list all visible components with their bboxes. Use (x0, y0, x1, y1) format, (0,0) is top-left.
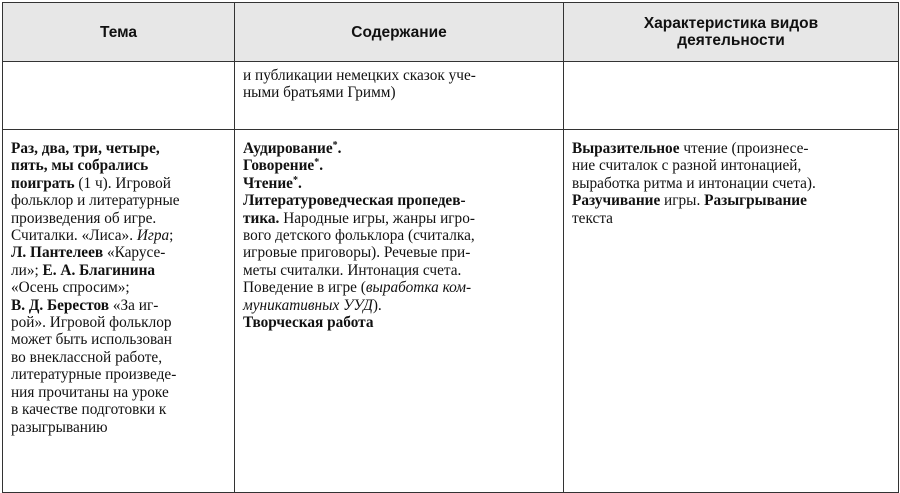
heading-text: Чтение (243, 174, 293, 192)
theme-title-line: Раз, два, три, четыре, (11, 140, 160, 157)
activity-text: игры. (660, 192, 705, 210)
theme-line: «Осень спросим»; (11, 279, 130, 297)
heading-text: тика. (243, 209, 280, 227)
author-name: Е. А. Благинина (42, 261, 156, 279)
cell-activity (564, 130, 899, 493)
theme-line (11, 244, 226, 261)
table-row-lesson (3, 130, 899, 493)
theme-line: произведения об игре. (11, 209, 157, 227)
content-line: меты считалки. Интонация счета. (243, 261, 462, 279)
content-text-line: ными братьями Гримм) (243, 84, 396, 102)
content-line (243, 279, 555, 296)
content-heading-govorenie (243, 157, 555, 174)
table-row-continuation (3, 62, 899, 130)
heading-dot: . (319, 157, 324, 175)
theme-line (11, 297, 226, 314)
content-text: ). (372, 296, 382, 314)
content-heading-chtenie (243, 175, 555, 192)
heading-dot: . (337, 140, 342, 157)
work-title: ли»; (11, 261, 43, 279)
content-italic-text: выработка ком- (365, 279, 472, 297)
curriculum-table (2, 2, 899, 493)
footnote-mark: * (314, 157, 320, 169)
theme-line: фольклор и литературные (11, 192, 180, 210)
cell-content-continuation (235, 62, 564, 130)
cell-theme-empty (3, 62, 235, 130)
theme-hours: (1 ч). Игровой (74, 174, 171, 192)
footnote-mark: * (292, 174, 298, 186)
theme-line (11, 262, 226, 279)
theme-line: разыгрыванию (11, 418, 108, 436)
activity-keyword: Разучивание (572, 192, 661, 210)
activity-keyword: Разыгрывание (704, 192, 807, 210)
header-theme: Тема (3, 3, 235, 62)
content-text: Народные игры, жанры игро- (279, 209, 475, 227)
content-line (243, 210, 555, 227)
heading-dot: . (297, 174, 302, 192)
content-line (243, 297, 555, 314)
activity-line (572, 140, 890, 157)
heading-text: Аудирование (243, 140, 333, 157)
theme-text: ; (169, 227, 174, 245)
theme-text: Считалки. «Лиса». (11, 227, 137, 245)
content-heading-creative: Творческая работа (243, 314, 374, 332)
activity-line (572, 192, 890, 209)
theme-line: ния прочитаны на уроке (11, 383, 169, 401)
header-activity-line-1: Характеристика видов (643, 15, 819, 32)
activity-line: ние считалок с разной интонацией, (572, 157, 802, 175)
header-content: Содержание (235, 3, 564, 62)
content-heading-literary: Литературоведческая пропедев- (243, 192, 466, 210)
theme-title-end: поиграть (11, 174, 75, 192)
heading-text: Говорение (243, 157, 315, 175)
header-activity-line-2: деятельности (677, 32, 785, 49)
theme-line (11, 175, 226, 192)
theme-line: литературные произведе- (11, 366, 177, 384)
cell-activity-empty (564, 62, 899, 130)
theme-line: рой». Игровой фольклор (11, 314, 172, 332)
cell-theme (3, 130, 235, 493)
header-activity (564, 3, 899, 62)
theme-title-line: пять, мы собрались (11, 157, 149, 175)
content-italic-text: муникативных УУД (243, 296, 373, 314)
cell-content (235, 130, 564, 493)
content-text-line: и публикации немецких сказок уче- (243, 67, 476, 84)
activity-text: чтение (произнесе- (679, 140, 809, 157)
theme-italic-text: Игра (136, 227, 170, 245)
theme-line: в качестве подготовки к (11, 401, 167, 419)
work-title: «За иг- (109, 296, 159, 314)
header-row (3, 3, 899, 62)
activity-line: текста (572, 209, 613, 227)
theme-line: может быть использован (11, 331, 172, 349)
theme-line (11, 227, 226, 244)
content-line: игровые приговоры). Речевые при- (243, 244, 471, 262)
author-name: В. Д. Берестов (11, 296, 110, 314)
author-name: Л. Пантелеев (11, 244, 104, 262)
work-title: «Карусе- (103, 244, 166, 262)
content-text: Поведение в игре ( (243, 279, 366, 297)
activity-line: выработка ритма и интонации счета). (572, 174, 816, 192)
content-line: вого детского фольклора (считалка, (243, 227, 475, 245)
content-heading-audirovanie (243, 140, 555, 157)
theme-line: во внеклассной работе, (11, 348, 163, 366)
activity-keyword: Выразительное (572, 140, 680, 157)
footnote-mark: * (332, 140, 338, 151)
